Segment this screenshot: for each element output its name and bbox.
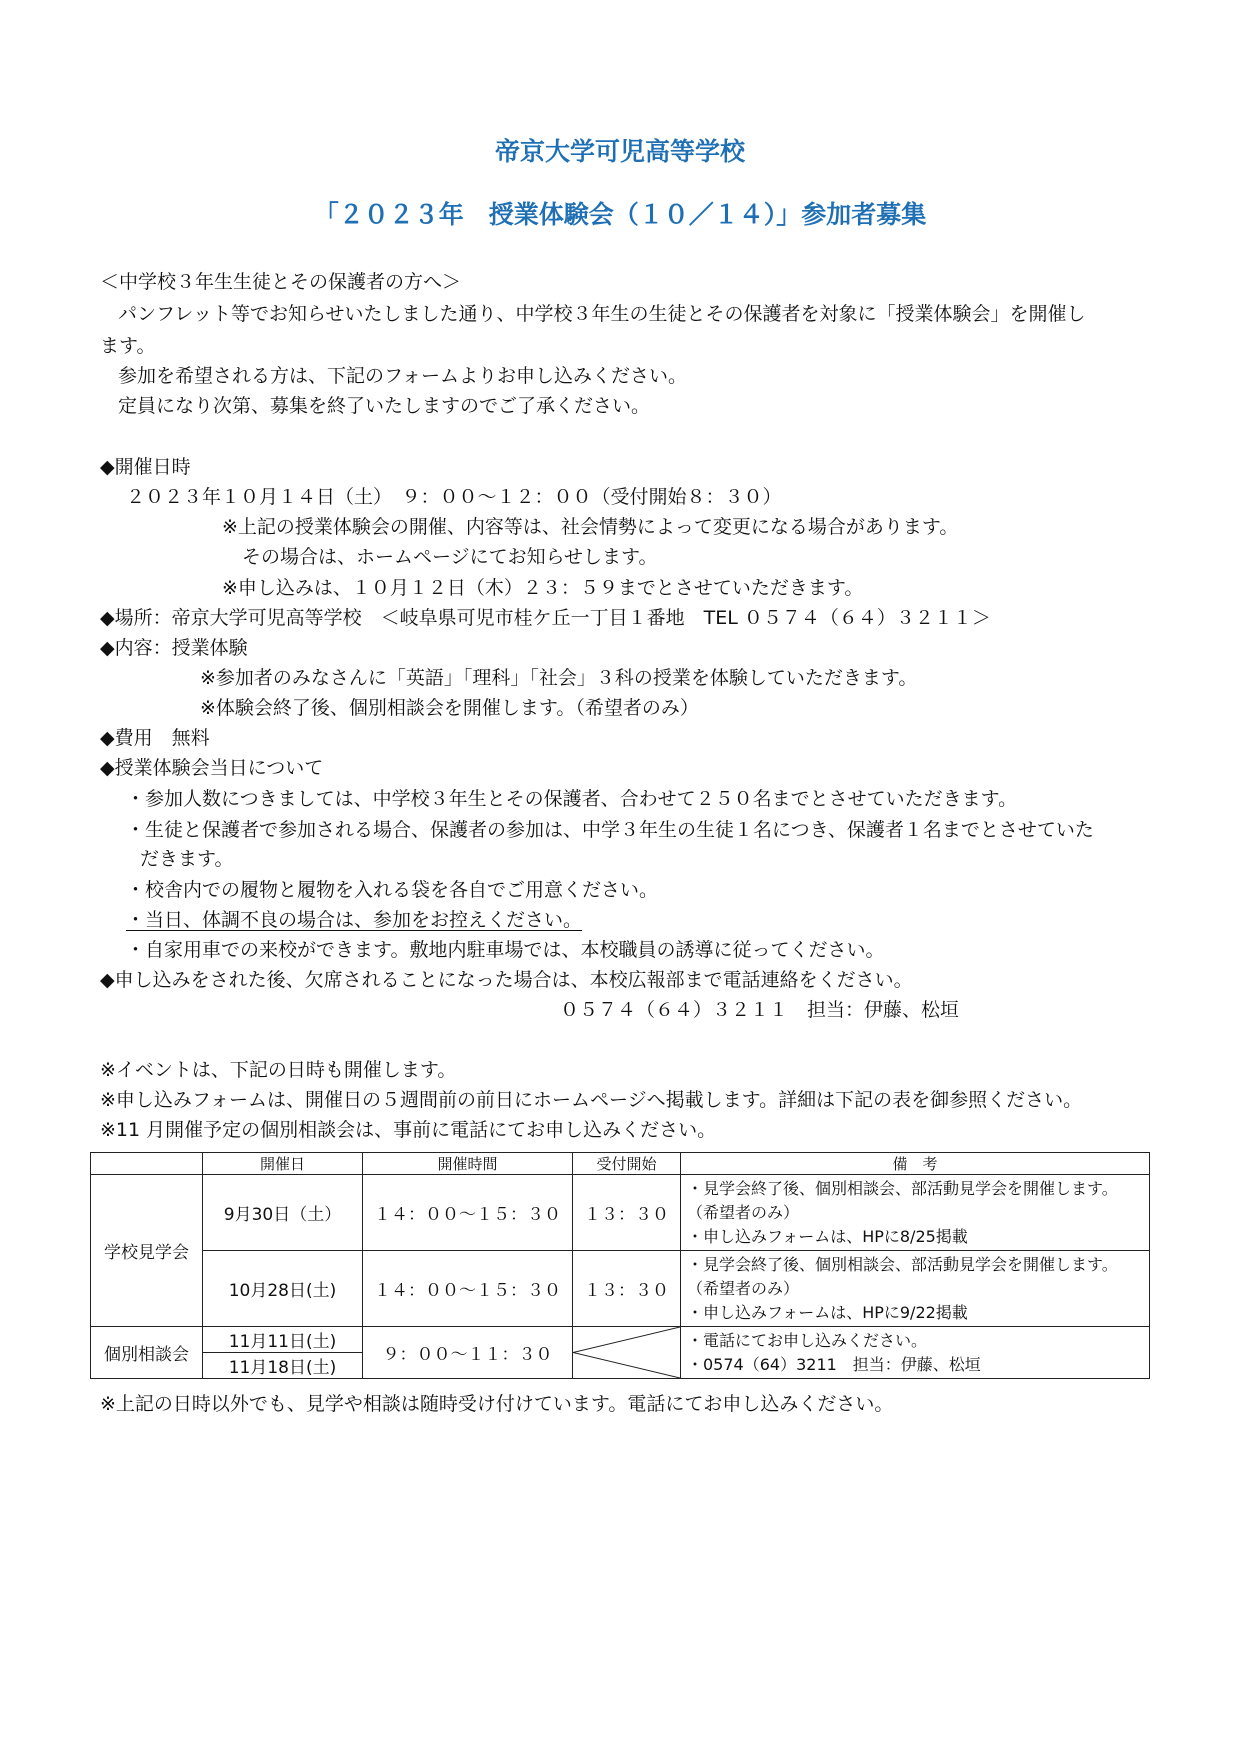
consult-reception-empty xyxy=(573,1327,681,1379)
day-heading: ◆授業体験会当日について xyxy=(100,757,324,779)
header-date: 開催日 xyxy=(203,1153,363,1175)
row-date: 10月28日(土) xyxy=(203,1251,363,1327)
day-item-1: ・参加人数につきましては、中学校３年生とその保護者、合わせて２５０名までとさせていただきます。 xyxy=(126,788,1018,810)
diagonal-slash xyxy=(573,1327,680,1378)
row-time: １４：００～１５：３０ xyxy=(363,1175,573,1251)
header-blank xyxy=(91,1153,203,1175)
header-reception: 受付開始 xyxy=(573,1153,681,1175)
remark-line: ・見学会終了後、個別相談会、部活動見学会を開催します。 xyxy=(687,1254,1118,1274)
school-name: 帝京大学可児高等学校 xyxy=(494,137,745,166)
day-item-5: ・自家用車での来校ができます。敷地内駐車場では、本校職員の誘導に従ってください。 xyxy=(126,939,885,961)
day-item-4: ・当日、体調不良の場合は、参加をお控えください。 xyxy=(126,909,583,931)
day-item-2: ・生徒と保護者で参加される場合、保護者の参加は、中学３年生の生徒１名につき、保護者１名までとさせていた xyxy=(126,819,1094,841)
consult-date: 11月11日(土) xyxy=(203,1327,363,1353)
remark-line: （希望者のみ） xyxy=(687,1202,800,1222)
remark-line: ・申し込みフォームは、HPに8/25掲載 xyxy=(687,1226,968,1246)
row-remarks xyxy=(681,1251,1150,1327)
intro-line-1: パンフレット等でお知らせいたしました通り、中学校３年生の生徒とその保護者を対象に「授業体験会」を開催し xyxy=(118,303,1086,325)
content-heading: ◆内容：授業体験 xyxy=(100,637,248,659)
row-date: 9月30日（土） xyxy=(203,1175,363,1251)
date-value: ２０２３年１０月１４日（土） ９：００～１２：００（受付開始８：３０） xyxy=(126,486,782,508)
intro-line-2: 参加を希望される方は、下記のフォームよりお申し込みください。 xyxy=(118,365,688,387)
header-time: 開催時間 xyxy=(363,1153,573,1175)
remark-line: ・申し込みフォームは、HPに9/22掲載 xyxy=(687,1302,968,1322)
note-3: ※11 月開催予定の個別相談会は、事前に電話にてお申し込みください。 xyxy=(100,1119,717,1141)
date-note-1: ※上記の授業体験会の開催、内容等は、社会情勢によって変更になる場合があります。 xyxy=(222,516,959,538)
row-reception: １３：３０ xyxy=(573,1175,681,1251)
intro-line-3: 定員になり次第、募集を終了いたしますのでご了承ください。 xyxy=(118,395,651,417)
remark-line: ・見学会終了後、個別相談会、部活動見学会を開催します。 xyxy=(687,1178,1118,1198)
cancel-line: ◆申し込みをされた後、欠席されることになった場合は、本校広報部まで電話連絡をください。 xyxy=(100,969,913,991)
school-visit-label: 学校見学会 xyxy=(91,1175,203,1327)
table-row xyxy=(91,1251,1150,1327)
row-remarks xyxy=(681,1175,1150,1251)
content-note-1: ※参加者のみなさんに「英語」「理科」「社会」３科の授業を体験していただきます。 xyxy=(200,667,918,689)
content-note-2: ※体験会終了後、個別相談会を開催します。（希望者のみ） xyxy=(200,697,699,719)
consult-remarks xyxy=(681,1327,1150,1379)
consult-label: 個別相談会 xyxy=(91,1327,203,1379)
table-row xyxy=(91,1175,1150,1251)
date-heading: ◆開催日時 xyxy=(100,456,191,478)
schedule-table xyxy=(90,1152,1150,1379)
date-note-2: その場合は、ホームページにてお知らせします。 xyxy=(242,546,658,568)
note-2: ※申し込みフォームは、開催日の５週間前の前日にホームページへ掲載します。詳細は下記の表を御参照ください。 xyxy=(100,1089,1083,1111)
row-reception: １３：３０ xyxy=(573,1251,681,1327)
consult-time: ９：００～１１：３０ xyxy=(363,1327,573,1379)
table-row xyxy=(91,1327,1150,1353)
intro-line-1b: ます。 xyxy=(100,335,156,357)
audience-line: ＜中学校３年生生徒とその保護者の方へ＞ xyxy=(100,271,462,293)
day-item-2b: だきます。 xyxy=(140,848,234,870)
remark-line: （希望者のみ） xyxy=(687,1278,800,1298)
table-header-row xyxy=(91,1153,1150,1175)
remark-line: ・0574（64）3211 担当：伊藤、松垣 xyxy=(687,1354,981,1374)
date-note-3: ※申し込みは、１０月１２日（木）２３：５９までとさせていただきます。 xyxy=(222,577,864,599)
remark-line: ・電話にてお申し込みください。 xyxy=(687,1330,928,1350)
fee-line: ◆費用 無料 xyxy=(100,727,210,749)
event-title: 「２０２３年 授業体験会（１０／１４）」参加者募集 xyxy=(313,200,927,229)
contact-line: ０５７４（６４）３２１１ 担当：伊藤、松垣 xyxy=(560,999,960,1021)
footer-note: ※上記の日時以外でも、見学や相談は随時受け付けています。電話にてお申し込みください。 xyxy=(100,1393,894,1415)
consult-date: 11月18日(土) xyxy=(203,1353,363,1379)
place-line: ◆場所：帝京大学可児高等学校 ＜岐阜県可児市桂ケ丘一丁目１番地 TEL ０５７４（６４）３２１１＞ xyxy=(100,607,991,629)
header-remarks: 備 考 xyxy=(681,1153,1150,1175)
row-time: １４：００～１５：３０ xyxy=(363,1251,573,1327)
day-item-3: ・校舎内での履物と履物を入れる袋を各自でご用意ください。 xyxy=(126,879,659,901)
note-1: ※イベントは、下記の日時も開催します。 xyxy=(100,1059,457,1081)
